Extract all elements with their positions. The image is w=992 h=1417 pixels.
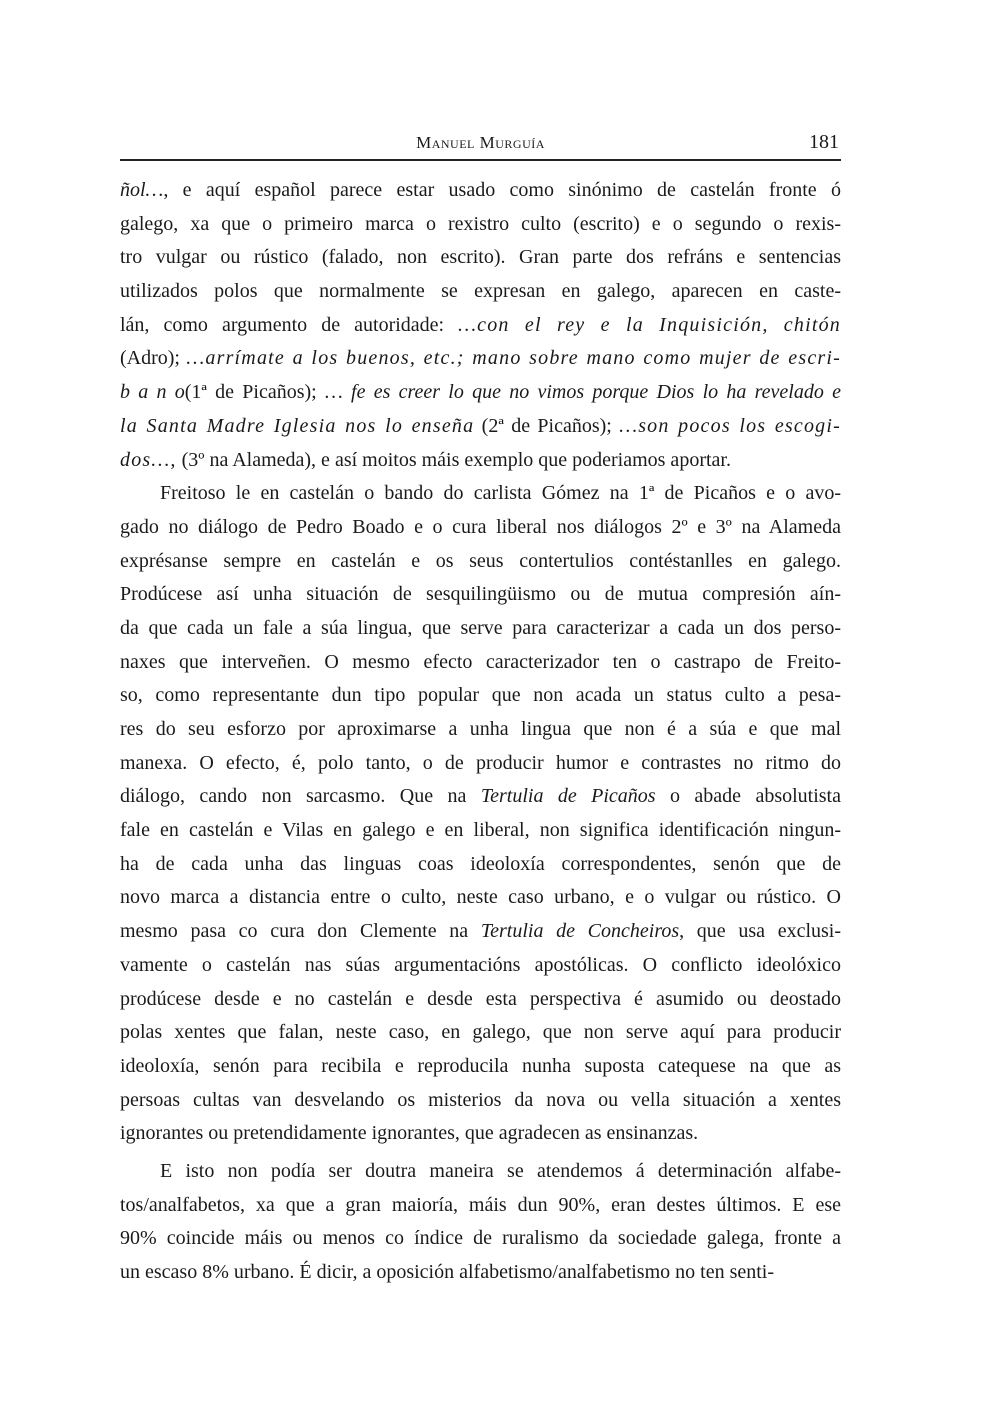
text-line [120, 612, 841, 646]
italic-text: Tertulia de Picaños [480, 785, 656, 808]
text-run: lán, como argumento de autoridade: [120, 313, 459, 336]
text-line [120, 1016, 841, 1050]
paragraph [120, 477, 841, 1151]
text-run: ignorantes ou pretendidamente ignorantes, que agradecen as ensinanzas. [120, 1122, 699, 1145]
text-line [120, 881, 841, 915]
italic-text: dos…, [120, 448, 177, 471]
book-page [120, 0, 841, 1417]
text-run: , e aquí español parece estar usado como sinónimo de castelán fronte ó [163, 179, 841, 201]
text-line [120, 646, 841, 680]
text-line [120, 1222, 841, 1256]
italic-text: ñol… [120, 179, 164, 201]
text-run: E isto non podía ser doutra maneira se atendemos á determinación alfabe- [160, 1159, 841, 1182]
text-run: un escaso 8% urbano. É dicir, a oposición alfabetismo/analfabetismo no ten senti- [120, 1261, 775, 1283]
text-line [120, 983, 841, 1017]
text-run: exprésanse sempre en castelán e os seus contertulios contéstanlles en galego. [120, 549, 841, 572]
italic-text: b a n o [120, 381, 185, 404]
text-line [120, 747, 841, 781]
text-run: da que cada un fale a súa lingua, que serve para caracterizar a cada un dos perso- [120, 616, 841, 639]
text-run: ideoloxía, senón para recibila e reproducila nunha suposta catequese na que as [120, 1054, 841, 1077]
text-run: ha de cada unha das linguas coas ideoloxía correspondentes, senón que de [120, 852, 841, 875]
text-line [120, 410, 841, 444]
text-line [120, 545, 841, 579]
text-run: polas xentes que falan, neste caso, en galego, que non serve aquí para producir [120, 1021, 841, 1044]
text-line [120, 814, 841, 848]
text-line [120, 477, 841, 511]
text-run: gado no diálogo de Pedro Boado e o cura liberal nos diálogos 2º e 3º na Alameda [120, 515, 841, 538]
text-line [120, 208, 841, 242]
running-head [120, 130, 841, 160]
text-line [120, 444, 841, 478]
text-run: res do seu esforzo por aproximarse a unha lingua que non é a súa e que mal [120, 718, 841, 740]
text-line [120, 848, 841, 882]
text-run: manexa. O efecto, é, polo tanto, o de producir humor e contrastes no ritmo do [120, 751, 841, 774]
text-line [120, 1117, 841, 1151]
paragraph [120, 174, 841, 477]
text-run: so, como representante dun tipo popular que non acada un status culto a pesa- [120, 684, 841, 707]
running-title: Manuel Murguía [416, 133, 545, 152]
text-run: o abade absolutista [655, 785, 841, 808]
text-line [120, 511, 841, 545]
text-run: (2ª de Picaños); [474, 414, 620, 437]
text-line [120, 679, 841, 713]
text-line [120, 342, 841, 376]
text-run: novo marca a distancia entre o culto, neste caso urbano, e o vulgar ou rústico. O [120, 886, 841, 909]
body-text [120, 174, 841, 1290]
italic-text: la Santa Madre Iglesia nos lo enseña [120, 414, 475, 437]
text-line [120, 1155, 841, 1189]
text-run: persoas cultas van desvelando os misterios da nova ou vella situación a xentes [120, 1088, 841, 1111]
text-run: mesmo pasa co cura don Clemente na [120, 920, 481, 943]
text-line [120, 780, 841, 814]
text-run: tos/analfabetos, xa que a gran maioría, máis dun 90%, eran destes últimos. E ese [120, 1193, 841, 1216]
text-run: tro vulgar ou rústico (falado, non escrito). Gran parte dos refráns e sentencias [120, 246, 841, 269]
text-run: (Adro); [120, 347, 187, 370]
text-run: diálogo, cando non sarcasmo. Que na [120, 785, 481, 808]
italic-text: Tertulia de Concheiros [480, 920, 680, 943]
text-line [120, 275, 841, 309]
text-line [120, 309, 841, 343]
text-run: prodúcese desde e no castelán e desde esta perspectiva é asumido ou deostado [120, 987, 841, 1010]
italic-text: …son pocos los escogi- [619, 414, 841, 437]
text-line [120, 174, 841, 208]
text-line [120, 1050, 841, 1084]
text-run: 90% coincide máis ou menos co índice de ruralismo da sociedade galega, fronte a [120, 1227, 841, 1250]
text-run: vamente o castelán nas súas argumentacións apostólicas. O conflicto ideolóxico [120, 953, 841, 976]
text-run: (3º na Alameda), e así moitos máis exemplo que poderiamos aportar. [176, 448, 731, 471]
italic-text: …arrímate a los buenos, etc.; mano sobre mano como mujer de escri- [186, 347, 841, 370]
page-number: 181 [809, 131, 839, 153]
text-line [120, 1256, 841, 1290]
text-run: utilizados polos que normalmente se expresan en galego, aparecen en caste- [120, 280, 841, 303]
text-run: galego, xa que o primeiro marca o rexistro culto (escrito) e o segundo o rexis- [120, 212, 841, 235]
text-run: naxes que interveñen. O mesmo efecto caracterizador ten o castrapo de Freito- [120, 650, 841, 673]
header-rule [120, 159, 841, 161]
text-run: Freitoso le en castelán o bando do carlista Gómez na 1ª de Picaños e o avo- [160, 482, 841, 505]
text-line [120, 241, 841, 275]
italic-text: … fe es creer lo que no vimos porque Dios lo ha revelado e [324, 381, 841, 404]
text-run: (1ª de Picaños); [184, 381, 325, 404]
text-line [120, 578, 841, 612]
text-line [120, 376, 841, 410]
text-line [120, 949, 841, 983]
text-line [120, 713, 841, 747]
text-line [120, 1084, 841, 1118]
text-run: , que usa exclusi- [679, 920, 841, 943]
text-line [120, 1189, 841, 1223]
italic-text: …con el rey e la Inquisición, chitón [458, 313, 841, 336]
text-run: Prodúcese así unha situación de sesquilingüismo ou de mutua compresión aín- [120, 583, 841, 606]
text-run: fale en castelán e Vilas en galego e en liberal, non significa identificación ningun- [120, 819, 841, 842]
text-line [120, 915, 841, 949]
paragraph [120, 1155, 841, 1290]
